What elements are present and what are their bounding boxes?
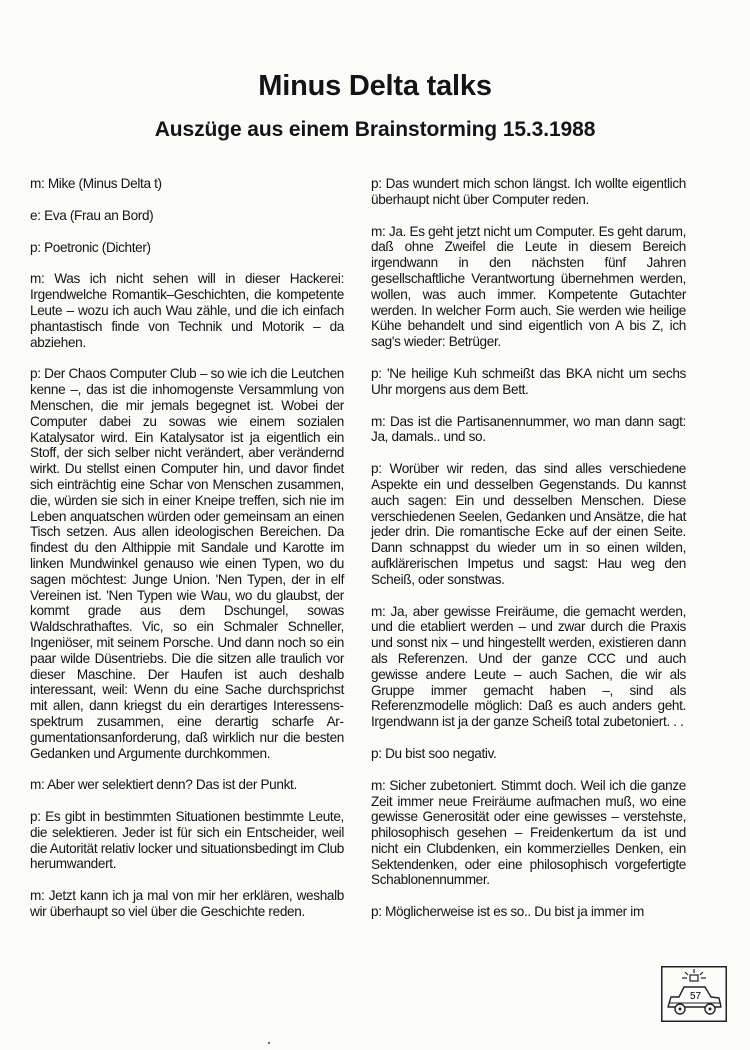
paragraph: p: Es gibt in bestimmten Situationen bestimmte Leute, die selektieren. Jeder ist für sich ein Entscheider, weil die Autorität relativ locker und situationsbedingt im Club herumwandert. — [30, 809, 344, 872]
paragraph: e: Eva (Frau an Bord) — [30, 207, 154, 223]
paragraph: p: Das wundert mich schon längst. Ich wollte eigentlich überhaupt nicht über Computer reden. — [371, 176, 686, 207]
right-column — [371, 176, 686, 936]
paragraph: m: Sicher zubetoniert. Stimmt doch. Weil ich die ganze Zeit immer neue Freiräume aufmachen muß, wo eine gewisse Generosität oder eine gewisses – verstehste, philosophisch gesehen – Freidenkertum da ist und nicht ein Clubdenken, ein kommerzielles Denken, ein Sektendenken, oder eine philosophisch vorgefertigte Schablonennummer. — [371, 777, 686, 888]
paragraph: m: Mike (Minus Delta t) — [30, 176, 162, 191]
police-car-icon — [661, 966, 727, 1022]
left-column — [30, 176, 344, 936]
speck — [268, 1042, 270, 1044]
paragraph: p: Worüber wir reden, das sind alles verschiedene Aspekte ein und desselben Gegenstands. Du kannst auch sagen: Ein und desselben Menschen. Diese verschiedenen Seelen, Gedanken und Ansätze, die hat jeder drin. Die romantische Ecke auf der einen Seite. Dann schnappst du wieder um in so einen wilden, aufklärerischen Impetus und sagst: Hau weg den Scheiß, oder sonstwas. — [371, 461, 686, 587]
paragraph: m: Das ist die Partisanennummer, wo man dann sagt: Ja, damals.. und so. — [371, 413, 686, 445]
paragraph: m: Jetzt kann ich ja mal von mir her erklären, weshalb wir überhaupt so viel über die Geschichte reden. — [30, 888, 344, 920]
paragraph: m: Was ich nicht sehen will in dieser Hackerei: Irgendwelche Romantik–Geschichten, die kompetente Leute – wozu ich auch Wau zähle, und die ich einfach phantastisch finde von Technik und Motorik – da abziehen. — [30, 271, 344, 350]
paragraph: p: Der Chaos Computer Club – so wie ich die Leutchen kenne –, das ist die inhomogenste Versammlung von Menschen, die mir jemals begegnet ist. Wobei der Computer dabei zu sowas wie einem sozialen Katalysator wird. Ein Katalysator ist ja eigentlich ein Stoff, der sich selber nicht verändert, aber verändernd wirkt. Du stellst einen Computer hin, und davor findet sich einträchtig eine Schar von Menschen zusammen, die, würden sie sich in einer Kneipe treffen, sich nie im Leben anquatschen würden oder gemeinsam an einen Tisch setzen. Aus allen ideologischen Bereichen. Da findest du den Althippie mit Sandale und Karotte im linken Mundwinkel genauso wie einen Typen, wo du sagen möchtest: Junge Union. 'Nen Typen, der in elf Vereinen ist. 'Nen Typen wie Wau, wo du glaubst, der kommt grade aus dem Dschungel, sowas Waldschrathaftes. Vic, so ein Schmaler Schneller, Ingeniöser, mit seinem Porsche. Und dann noch so ein paar wilde Düsentriebs. Die die sitzen alle traulich vor dieser Maschine. Der Haufen ist auch deshalb interessant, weil: Wenn du eine Sache durchsprichst mit allen, dann kriegst du ein derartiges Interessensspektrum zusammen, eine derartig scharfe Argumentationsanforderung, daß wirklich nur die besten Gedanken und Argumente durchkommen. — [30, 366, 344, 761]
paragraph: m: Ja, aber gewisse Freiräume, die gemacht werden, und die etabliert werden – und zwar durch die Praxis und sonst nix – und hingestellt werden, existieren dann als Referenzen. Und der ganze CCC und auch gewisse andere Leute – auch Sachen, die wir als Gruppe immer gemacht haben –, sind als Referenzmodelle möglich: Daß es auch anders geht. Irgendwann ist ja der ganze Scheiß total zubetoniert. . . — [371, 603, 686, 730]
paragraph: m: Ja. Es geht jetzt nicht um Computer. Es geht darum, daß ohne Zweifel die Leute in diesem Bereich irgendwann in den nächsten fünf Jahren gesellschaftliche Verantwortung übernehmen werden, wollen, was auch immer. Kompetente Gutachter werden. In welcher Form auch. Sie werden wie heilige Kühe behandelt und sind eigentlich von A bis Z, ich sag's wieder: Betrüger. — [371, 223, 686, 350]
page-title: Minus Delta talks — [258, 70, 492, 102]
page-subtitle: Auszüge aus einem Brainstorming 15.3.1988 — [154, 118, 596, 141]
page-number: 57 — [690, 991, 702, 1002]
paragraph: m: Aber wer selektiert denn? Das ist der Punkt. — [30, 777, 297, 793]
paragraph: p: Möglicherweise ist es so.. Du bist ja immer im — [371, 904, 644, 920]
page-number-logo — [661, 966, 727, 1022]
paragraph: p: Du bist soo negativ. — [371, 745, 497, 761]
paragraph: p: Poetronic (Dichter) — [30, 239, 151, 255]
paragraph: p: 'Ne heilige Kuh schmeißt das BKA nicht um sechs Uhr morgens aus dem Bett. — [371, 365, 686, 397]
